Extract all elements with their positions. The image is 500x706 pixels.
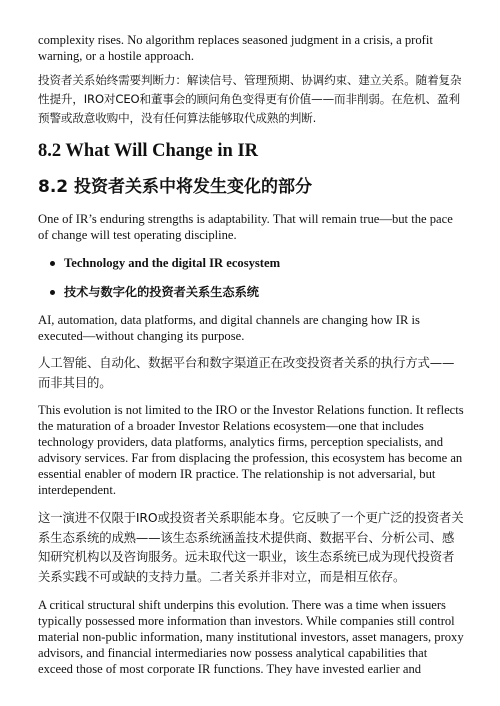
bullet-technology-zh: 技术与数字化的投资者关系生态系统 [38, 283, 464, 301]
paragraph-judgment-en: complexity rises. No algorithm replaces seasoned judgment in a crisis, a profit warning, or a hostile approach. [38, 33, 433, 63]
section-heading-zh: 8.2 投资者关系中将发生变化的部分 [38, 177, 313, 197]
paragraph-adaptability: One of IR’s enduring strengths is adaptability. That will remain true—but the pace of change will test operating discipline. [38, 212, 453, 242]
document-page [38, 32, 464, 677]
paragraph-structural-shift: A critical structural shift underpins this evolution. There was a time when issuers typically possessed more information than investors. While companies still control material non-public information, many institutional investors, asset managers, proxy advisors, and financial intermediaries now possess analytical capabilities that exceed those of most corporate IR functions. They have invested earlier and [38, 598, 464, 676]
bullet-technology-en: Technology and the digital IR ecosystem [38, 255, 464, 271]
paragraph-ai-en: AI, automation, data platforms, and digital channels are changing how IR is executed—without changing its purpose. [38, 313, 420, 343]
paragraph-ecosystem-en: This evolution is not limited to the IRO or the Investor Relations function. It reflects the maturation of a broader Investor Relations ecosystem—one that includes technology providers, data platforms, analytics firms, perception specialists, and advisory services. Far from displacing the profession, this ecosystem has become an essential enabler of modern IR practice. The relationship is not adversarial, but interdependent. [38, 403, 464, 497]
bullet-list [38, 255, 464, 301]
paragraph-ecosystem-zh: 这一演进不仅限于IRO或投资者关系职能本身。它反映了一个更广泛的投资者关系生态系统的成熟——该生态系统涵盖技术提供商、数据平台、分析公司、感知研究机构以及咨询服务。远未取代这一职业，该生态系统已成为现代投资者关系实践不可或缺的支持力量。二者关系并非对立，而是相互依存。 [38, 510, 464, 584]
section-heading-en: 8.2 What Will Change in IR [38, 141, 259, 161]
paragraph-ai-zh: 人工智能、自动化、数据平台和数字渠道正在改变投资者关系的执行方式——而非其目的。 [38, 355, 455, 390]
paragraph-judgment-zh: 投资者关系始终需要判断力：解读信号、管理预期、协调约束、建立关系。随着复杂性提升，IRO对CEO和董事会的顾问角色变得更有价值——而非削弱。在危机、盈利预警或敌意收购中，没有任何算法能够取代成熟的判断. [38, 73, 462, 125]
